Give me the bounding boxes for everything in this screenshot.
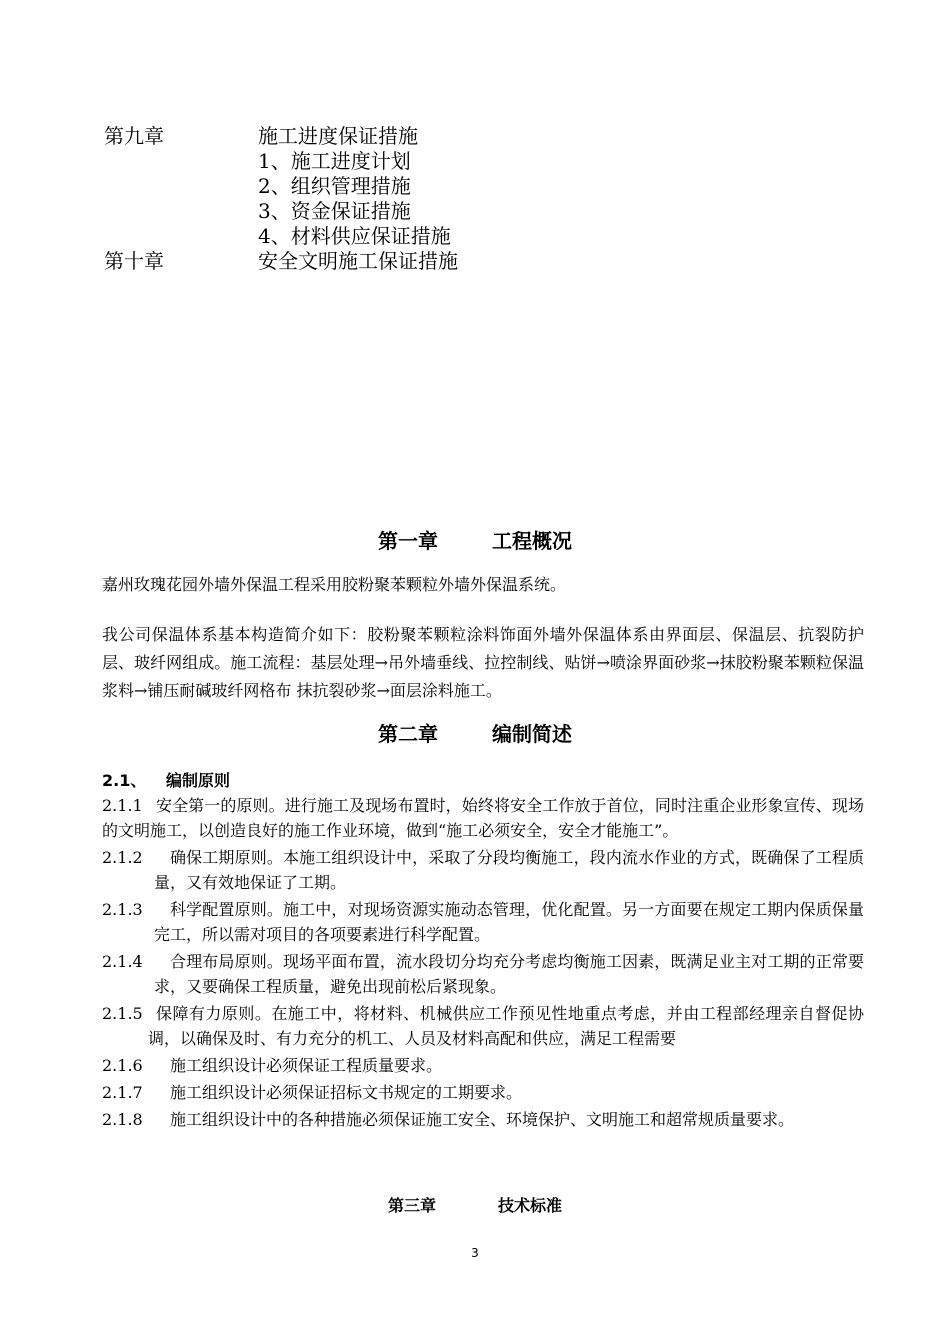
system-description: 我公司保温体系基本构造简介如下：胶粉聚苯颗粒涂料饰面外墙外保温体系由界面层、保温层、抗裂防护层、玻纤网组成。施工流程：基层处理→吊外墙垂线、拉控制线、贴饼→喷涂界面砂浆→抹胶粉聚苯颗粒保温浆料→铺压耐碱玻纤网格布 抹抗裂砂浆→面层涂料施工。 <box>102 625 864 700</box>
section-number: 2.1、 <box>102 771 147 790</box>
item-number: 2.1.6 <box>102 1056 143 1075</box>
item-text: 施工组织设计必须保证工程质量要求。 <box>170 1056 443 1075</box>
item-text: 确保工期原则。本施工组织设计中，采取了分段均衡施工，段内流水作业的方式，既确保了工程质量，又有效地保证了工期。 <box>154 848 864 892</box>
chapter-label: 第三章 <box>387 1196 436 1215</box>
chapter-3-heading <box>0 1193 950 1216</box>
list-item <box>102 1107 864 1134</box>
list-item <box>102 1053 864 1080</box>
principle-list <box>102 793 864 1134</box>
list-item <box>102 845 864 897</box>
item-number: 2.1.7 <box>102 1083 143 1102</box>
item-text: 合理布局原则。现场平面布置，流水段切分均充分考虑均衡施工因素，既满足业主对工期的正常要求，又要确保工程质量，避免出现前松后紧现象。 <box>154 952 864 996</box>
chapter-1-heading <box>0 525 950 554</box>
page-number: 3 <box>471 1246 479 1260</box>
item-number: 2.1.1 <box>102 796 143 815</box>
toc-title: 施工进度保证措施 <box>258 124 418 148</box>
item-number: 2.1.5 <box>102 1004 143 1023</box>
item-text: 保障有力原则。在施工中，将材料、机械供应工作预见性地重点考虑，并由工程部经理亲自督促协调，以确保及时、有力充分的机工、人员及材料高配和供应，满足工程需要 <box>148 1004 864 1048</box>
section-title: 编制原则 <box>166 771 231 790</box>
item-number: 2.1.8 <box>102 1110 143 1129</box>
chapter-title: 技术标准 <box>498 1196 563 1215</box>
item-text: 科学配置原则。施工中，对现场资源实施动态管理，优化配置。另一方面要在规定工期内保质保量完工，所以需对项目的各项要素进行科学配置。 <box>154 900 864 944</box>
list-item <box>102 949 864 1001</box>
chapter-label: 第二章 <box>378 722 438 746</box>
list-item <box>102 1001 864 1053</box>
item-text: 施工组织设计中的各种措施必须保证施工安全、环境保护、文明施工和超常规质量要求。 <box>170 1110 795 1129</box>
toc-title: 1、施工进度计划 <box>258 149 411 173</box>
chapter-2-heading <box>0 718 950 747</box>
item-text: 安全第一的原则。进行施工及现场布置时，始终将安全工作放于首位，同时注重企业形象宣传、现场的文明施工，以创造良好的施工作业环境，做到“施工必须安全，安全才能施工”。 <box>102 796 864 840</box>
section-heading <box>102 768 230 791</box>
item-number: 2.1.3 <box>102 900 143 919</box>
toc-title: 4、材料供应保证措施 <box>258 224 451 248</box>
toc-chapter: 第九章 <box>104 124 164 148</box>
toc-title: 2、组织管理措施 <box>258 174 411 198</box>
chapter-title: 工程概况 <box>492 529 572 553</box>
toc-chapter: 第十章 <box>104 249 164 273</box>
item-number: 2.1.4 <box>102 952 143 971</box>
chapter-label: 第一章 <box>378 529 438 553</box>
list-item <box>102 897 864 949</box>
item-text: 施工组织设计必须保证招标文书规定的工期要求。 <box>170 1083 523 1102</box>
list-item <box>102 1080 864 1107</box>
toc-title: 安全文明施工保证措施 <box>258 249 458 273</box>
list-item <box>102 793 864 845</box>
chapter-title: 编制简述 <box>492 722 572 746</box>
item-number: 2.1.2 <box>102 848 143 867</box>
toc-title: 3、资金保证措施 <box>258 199 411 223</box>
project-summary: 嘉州玫瑰花园外墙外保温工程采用胶粉聚苯颗粒外墙外保温系统。 <box>102 575 567 594</box>
